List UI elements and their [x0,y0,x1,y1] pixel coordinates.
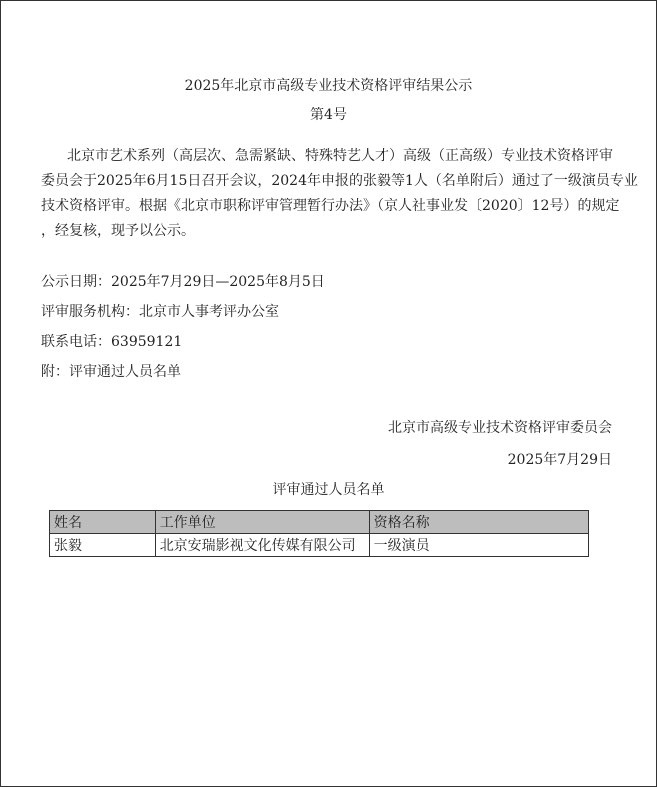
body-line: 北京市艺术系列（高层次、急需紧缺、特殊特艺人才）高级（正高级）专业技术资格评审 [67,148,613,164]
body-paragraph [41,144,638,244]
cell-employer: 北京安瑞影视文化传媒有限公司 [155,534,369,557]
body-line: 委员会于2025年6月15日召开会议，2024年申报的张毅等1人（名单附后）通过了一级演员专业 [41,173,638,189]
roster-table [49,510,589,557]
column-header-qualification: 资格名称 [369,511,588,534]
publicity-period: 公示日期：2025年7月29日—2025年8月5日 [41,274,325,290]
service-agency: 评审服务机构：北京市人事考评办公室 [41,304,279,320]
signature-date: 2025年7月29日 [507,452,612,468]
contact-phone: 联系电话：63959121 [41,334,183,350]
attachment-note: 附：评审通过人员名单 [41,364,181,380]
body-line: ，经复核，现予以公示。 [41,223,195,239]
table-header-row [50,511,589,534]
table-row [50,534,589,557]
cell-qualification: 一级演员 [369,534,588,557]
document-number: 第4号 [310,107,347,123]
body-line: 技术资格评审。根据《北京市职称评审管理暂行办法》（京人社事业发〔2020〕12号）的规定 [41,198,620,214]
document-title: 2025年北京市高级专业技术资格评审结果公示 [184,78,473,94]
column-header-employer: 工作单位 [155,511,369,534]
roster-title: 评审通过人员名单 [272,482,385,498]
cell-name: 张毅 [50,534,156,557]
signature-organization: 北京市高级专业技术资格评审委员会 [388,420,612,436]
column-header-name: 姓名 [50,511,156,534]
